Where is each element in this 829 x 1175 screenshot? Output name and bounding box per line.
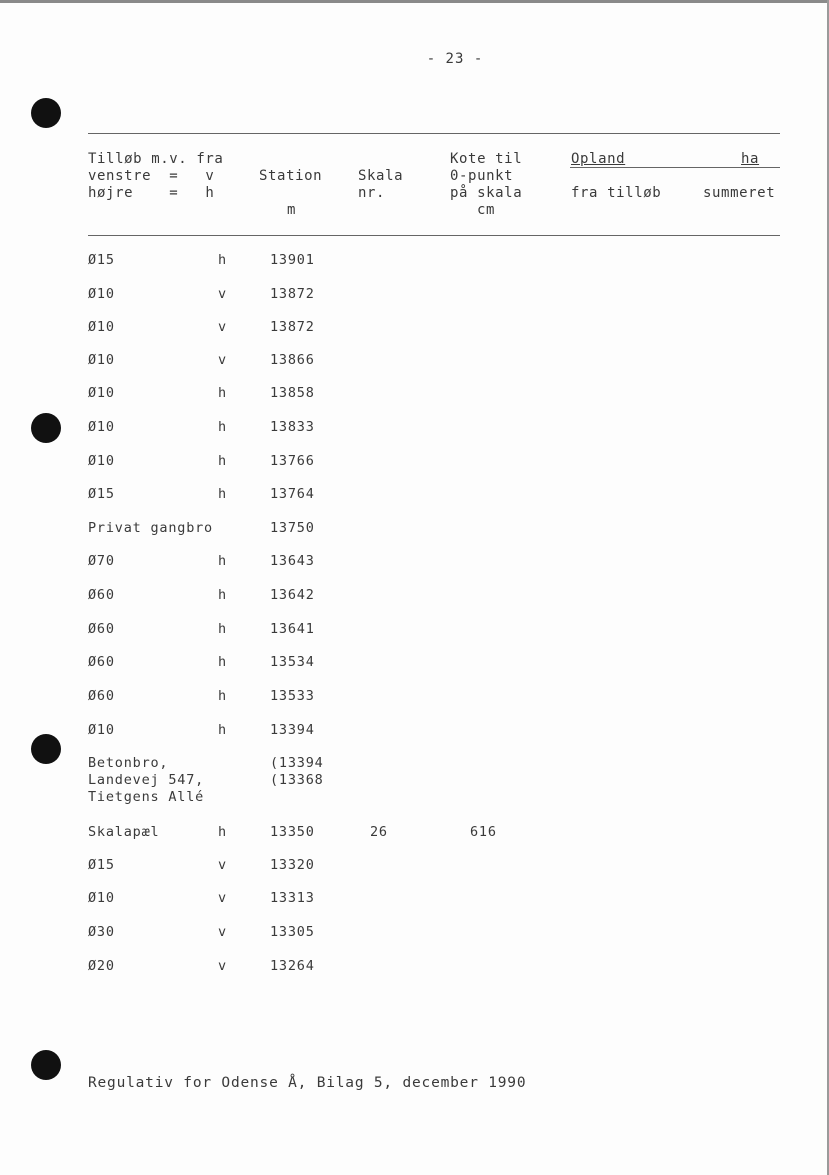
side-cell: h bbox=[218, 252, 227, 268]
tilloeb-cell: Skalapæl bbox=[88, 824, 160, 840]
header-skala: Skala nr. bbox=[358, 168, 404, 201]
station-cell: 13641 bbox=[270, 621, 315, 637]
tilloeb-cell: Ø15 bbox=[88, 486, 115, 502]
side-cell: h bbox=[218, 453, 227, 469]
station-cell: (13394 (13368 bbox=[270, 755, 324, 788]
side-cell: v bbox=[218, 890, 227, 906]
side-cell: h bbox=[218, 553, 227, 569]
station-cell: 13394 bbox=[270, 722, 315, 738]
station-cell: 13872 bbox=[270, 319, 315, 335]
station-cell: 13350 bbox=[270, 824, 315, 840]
punch-hole-2 bbox=[31, 413, 61, 443]
side-cell: h bbox=[218, 654, 227, 670]
tilloeb-cell: Ø10 bbox=[88, 453, 115, 469]
station-cell: 13833 bbox=[270, 419, 315, 435]
station-cell: 13872 bbox=[270, 286, 315, 302]
scan-top-edge bbox=[0, 0, 829, 3]
tilloeb-cell: Ø10 bbox=[88, 385, 115, 401]
tilloeb-cell: Ø60 bbox=[88, 621, 115, 637]
header-station: Station bbox=[259, 168, 323, 184]
side-cell: h bbox=[218, 824, 227, 840]
side-cell: h bbox=[218, 486, 227, 502]
side-cell: v bbox=[218, 958, 227, 974]
tilloeb-cell: Ø10 bbox=[88, 890, 115, 906]
tilloeb-cell: Ø60 bbox=[88, 587, 115, 603]
footer-text: Regulativ for Odense Å, Bilag 5, december 1990 bbox=[88, 1075, 527, 1091]
tilloeb-cell: Ø15 bbox=[88, 857, 115, 873]
side-cell: h bbox=[218, 419, 227, 435]
tilloeb-cell: Ø60 bbox=[88, 654, 115, 670]
tilloeb-cell: Ø10 bbox=[88, 319, 115, 335]
side-cell: h bbox=[218, 621, 227, 637]
side-cell: v bbox=[218, 352, 227, 368]
station-cell: 13866 bbox=[270, 352, 315, 368]
tilloeb-cell: Betonbro, Landevej 547, Tietgens Allé bbox=[88, 755, 205, 805]
punch-hole-3 bbox=[31, 734, 61, 764]
tilloeb-cell: Ø10 bbox=[88, 286, 115, 302]
station-cell: 13642 bbox=[270, 587, 315, 603]
station-cell: 13305 bbox=[270, 924, 315, 940]
station-cell: 13534 bbox=[270, 654, 315, 670]
header-kote-unit: cm bbox=[477, 202, 496, 218]
table-top-rule bbox=[88, 133, 780, 134]
station-cell: 13533 bbox=[270, 688, 315, 704]
header-ha: ha bbox=[741, 151, 760, 167]
station-cell: 13901 bbox=[270, 252, 315, 268]
side-cell: h bbox=[218, 587, 227, 603]
header-opland: Opland bbox=[571, 151, 626, 167]
station-cell: 13858 bbox=[270, 385, 315, 401]
punch-hole-1 bbox=[31, 98, 61, 128]
scale-cell: 26 bbox=[370, 824, 388, 840]
side-cell: v bbox=[218, 319, 227, 335]
header-tilloeb: Tilløb m.v. fra venstre = v højre = h bbox=[88, 151, 224, 201]
header-station-unit: m bbox=[287, 202, 297, 218]
opland-underline bbox=[570, 167, 780, 168]
tilloeb-cell: Ø70 bbox=[88, 553, 115, 569]
side-cell: v bbox=[218, 924, 227, 940]
station-cell: 13264 bbox=[270, 958, 315, 974]
tilloeb-cell: Ø10 bbox=[88, 419, 115, 435]
punch-hole-4 bbox=[31, 1050, 61, 1080]
tilloeb-cell: Privat gangbro bbox=[88, 520, 213, 536]
header-kote: Kote til 0-punkt på skala bbox=[450, 151, 523, 201]
station-cell: 13313 bbox=[270, 890, 315, 906]
side-cell: h bbox=[218, 722, 227, 738]
side-cell: v bbox=[218, 857, 227, 873]
station-cell: 13320 bbox=[270, 857, 315, 873]
tilloeb-cell: Ø20 bbox=[88, 958, 115, 974]
tilloeb-cell: Ø15 bbox=[88, 252, 115, 268]
station-cell: 13643 bbox=[270, 553, 315, 569]
tilloeb-cell: Ø60 bbox=[88, 688, 115, 704]
side-cell: h bbox=[218, 688, 227, 704]
station-cell: 13766 bbox=[270, 453, 315, 469]
tilloeb-cell: Ø10 bbox=[88, 352, 115, 368]
page-number: - 23 - bbox=[426, 51, 484, 67]
table-header-rule bbox=[88, 235, 780, 236]
tilloeb-cell: Ø30 bbox=[88, 924, 115, 940]
tilloeb-cell: Ø10 bbox=[88, 722, 115, 738]
header-summeret: summeret bbox=[703, 185, 776, 201]
station-cell: 13750 bbox=[270, 520, 315, 536]
header-fra-tilloeb: fra tilløb bbox=[571, 185, 662, 201]
kote-cell: 616 bbox=[470, 824, 497, 840]
side-cell: h bbox=[218, 385, 227, 401]
station-cell: 13764 bbox=[270, 486, 315, 502]
side-cell: v bbox=[218, 286, 227, 302]
